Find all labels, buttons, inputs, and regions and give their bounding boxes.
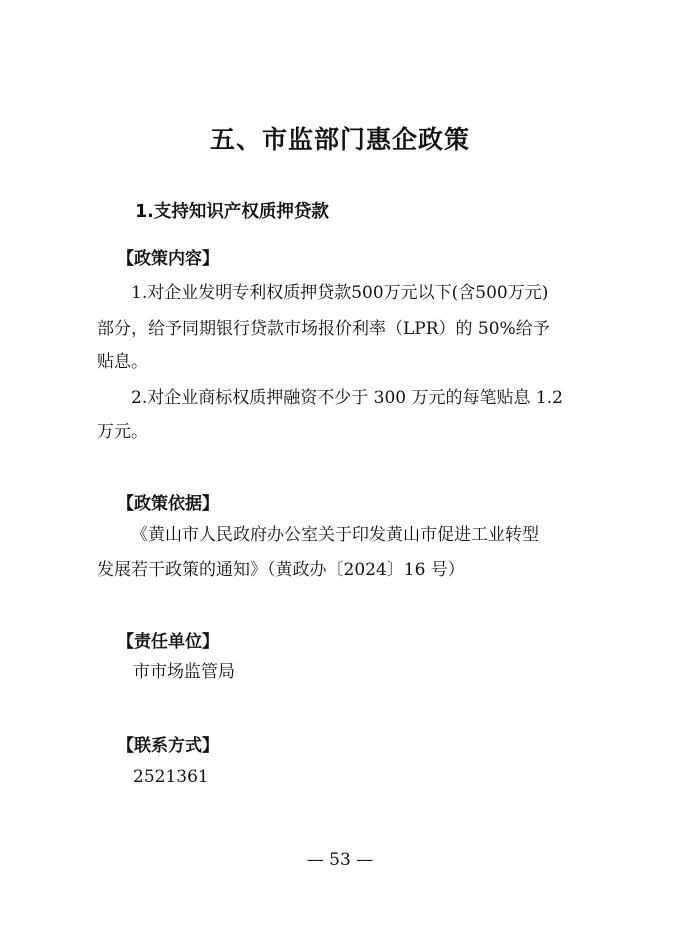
page-title: 五、市监部门惠企政策	[209, 125, 470, 154]
policy-content-para1-line3: 贴息。	[97, 352, 148, 372]
policy-basis-heading: 【政策依据】	[117, 494, 219, 514]
page-number: — 53 —	[306, 850, 374, 870]
policy-basis-line1: 《黄山市人民政府办公室关于印发黄山市促进工业转型	[131, 525, 539, 545]
policy-content-para1-line1: 1.对企业发明专利权质押贷款500万元以下(含500万元)	[131, 283, 549, 303]
section-title: 1.支持知识产权质押贷款	[135, 202, 329, 222]
policy-content-para1-line2: 部分，给予同期银行贷款市场报价利率（LPR）的 50%给予	[97, 319, 550, 339]
contact-heading: 【联系方式】	[117, 736, 219, 756]
contact-value: 2521361	[133, 767, 209, 787]
responsible-unit-heading: 【责任单位】	[117, 632, 219, 652]
policy-content-para2-line2: 万元。	[97, 422, 148, 442]
policy-content-heading: 【政策内容】	[117, 249, 219, 269]
policy-content-para2-line1: 2.对企业商标权质押融资不少于 300 万元的每笔贴息 1.2	[131, 388, 563, 408]
responsible-unit-value: 市市场监管局	[133, 662, 235, 682]
policy-basis-line2: 发展若干政策的通知》（黄政办〔2024〕16 号）	[97, 560, 465, 580]
